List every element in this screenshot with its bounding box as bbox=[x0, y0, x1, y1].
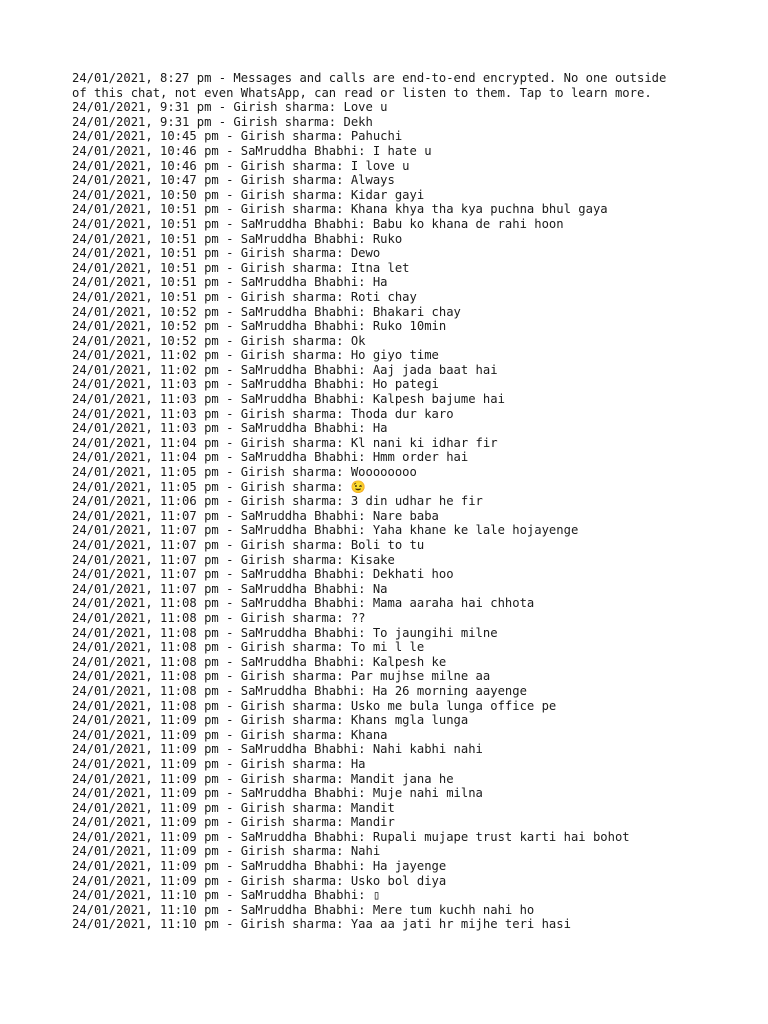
text-line: 24/01/2021, 11:09 pm - SaMruddha Bhabhi: Nahi kabhi nahi bbox=[72, 742, 483, 757]
text-line: 24/01/2021, 11:09 pm - Girish sharma: Mandit bbox=[72, 800, 395, 815]
text-line: 24/01/2021, 11:09 pm - Girish sharma: Khans mgla lunga bbox=[72, 713, 469, 728]
text-line: 24/01/2021, 11:09 pm - Girish sharma: Ha bbox=[72, 756, 366, 771]
text-line: 24/01/2021, 8:27 pm - Messages and calls are end-to-end encrypted. No one outside bbox=[72, 71, 667, 85]
text-line: 24/01/2021, 11:07 pm - SaMruddha Bhabhi: Yaha khane ke lale hojayenge bbox=[72, 523, 579, 538]
text-line: 24/01/2021, 11:08 pm - SaMruddha Bhabhi: Mama aaraha hai chhota bbox=[72, 596, 535, 611]
text-line: 24/01/2021, 10:45 pm - Girish sharma: Pahuchi bbox=[72, 129, 403, 144]
text-line: 24/01/2021, 11:07 pm - Girish sharma: Kisake bbox=[72, 552, 395, 567]
text-line: 24/01/2021, 11:08 pm - Girish sharma: To mi l le bbox=[72, 640, 425, 655]
text-line: 24/01/2021, 11:08 pm - SaMruddha Bhabhi: To jaungihi milne bbox=[72, 625, 498, 640]
text-line: 24/01/2021, 10:51 pm - Girish sharma: Dewo bbox=[72, 246, 381, 261]
text-line: 24/01/2021, 11:03 pm - SaMruddha Bhabhi: Ho pategi bbox=[72, 377, 439, 392]
text-line: 24/01/2021, 11:09 pm - Girish sharma: Usko bol diya bbox=[72, 873, 447, 888]
text-line: 24/01/2021, 11:08 pm - SaMruddha Bhabhi: Kalpesh ke bbox=[72, 654, 447, 669]
text-line: 24/01/2021, 11:03 pm - SaMruddha Bhabhi: Kalpesh bajume hai bbox=[72, 392, 505, 407]
text-line: 24/01/2021, 11:09 pm - Girish sharma: Mandit jana he bbox=[72, 771, 454, 786]
text-line: 24/01/2021, 10:50 pm - Girish sharma: Kidar gayi bbox=[72, 187, 425, 202]
text-line: 24/01/2021, 10:46 pm - SaMruddha Bhabhi: I hate u bbox=[72, 143, 432, 158]
text-line: 24/01/2021, 11:08 pm - Girish sharma: Usko me bula lunga office pe bbox=[72, 698, 557, 713]
text-line: 24/01/2021, 11:07 pm - SaMruddha Bhabhi: Na bbox=[72, 581, 388, 596]
text-line: 24/01/2021, 10:51 pm - Girish sharma: Roti chay bbox=[72, 289, 417, 304]
text-line: of this chat, not even WhatsApp, can read or listen to them. Tap to learn more. bbox=[72, 85, 652, 100]
text-line: 24/01/2021, 11:06 pm - Girish sharma: 3 din udhar he fir bbox=[72, 494, 483, 509]
text-line: 24/01/2021, 11:09 pm - Girish sharma: Mandir bbox=[72, 815, 395, 830]
text-line: 24/01/2021, 11:03 pm - SaMruddha Bhabhi: Ha bbox=[72, 421, 388, 436]
text-line: 24/01/2021, 11:02 pm - SaMruddha Bhabhi: Aaj jada baat hai bbox=[72, 362, 498, 377]
text-line: 24/01/2021, 10:46 pm - Girish sharma: I love u bbox=[72, 158, 410, 173]
text-line: 24/01/2021, 11:07 pm - SaMruddha Bhabhi: Dekhati hoo bbox=[72, 567, 454, 582]
text-line: 24/01/2021, 11:07 pm - Girish sharma: Boli to tu bbox=[72, 538, 425, 552]
text-line: 24/01/2021, 10:52 pm - SaMruddha Bhabhi: Bhakari chay bbox=[72, 304, 461, 319]
chat-transcript bbox=[72, 71, 732, 932]
text-line: 24/01/2021, 11:09 pm - SaMruddha Bhabhi: Muje nahi milna bbox=[72, 786, 483, 801]
text-line: 24/01/2021, 11:03 pm - Girish sharma: Thoda dur karo bbox=[72, 406, 454, 421]
text-line: 24/01/2021, 10:51 pm - SaMruddha Bhabhi: Babu ko khana de rahi hoon bbox=[72, 216, 564, 231]
text-line: 24/01/2021, 11:04 pm - Girish sharma: Kl nani ki idhar fir bbox=[72, 435, 498, 450]
text-line: 24/01/2021, 9:31 pm - Girish sharma: Dekh bbox=[72, 114, 373, 129]
text-line: 24/01/2021, 11:09 pm - SaMruddha Bhabhi: Ha jayenge bbox=[72, 859, 447, 874]
text-line: 24/01/2021, 10:52 pm - Girish sharma: Ok bbox=[72, 333, 366, 348]
text-line: 24/01/2021, 11:09 pm - Girish sharma: Nahi bbox=[72, 844, 381, 859]
text-line: 24/01/2021, 10:51 pm - Girish sharma: Itna let bbox=[72, 260, 410, 275]
text-line: 24/01/2021, 9:31 pm - Girish sharma: Love u bbox=[72, 100, 388, 115]
text-line: 24/01/2021, 11:05 pm - Girish sharma: Woooooooo bbox=[72, 465, 417, 480]
text-line: 24/01/2021, 11:10 pm - SaMruddha Bhabhi: ▯ bbox=[72, 888, 381, 903]
text-line: 24/01/2021, 10:52 pm - SaMruddha Bhabhi: Ruko 10min bbox=[72, 319, 447, 334]
text-line: 24/01/2021, 11:07 pm - SaMruddha Bhabhi: Nare baba bbox=[72, 508, 439, 523]
text-line: 24/01/2021, 10:51 pm - SaMruddha Bhabhi: Ruko bbox=[72, 231, 403, 246]
text-line: 24/01/2021, 10:51 pm - Girish sharma: Khana khya tha kya puchna bhul gaya bbox=[72, 202, 608, 217]
text-line: 24/01/2021, 11:05 pm - Girish sharma: 😉 bbox=[72, 479, 366, 494]
text-line: 24/01/2021, 11:08 pm - Girish sharma: ?? bbox=[72, 610, 366, 625]
text-line: 24/01/2021, 11:08 pm - SaMruddha Bhabhi: Ha 26 morning aayenge bbox=[72, 683, 527, 698]
text-line: 24/01/2021, 11:02 pm - Girish sharma: Ho giyo time bbox=[72, 348, 439, 363]
text-line: 24/01/2021, 11:09 pm - Girish sharma: Khana bbox=[72, 727, 388, 742]
text-line: 24/01/2021, 11:09 pm - SaMruddha Bhabhi: Rupali mujape trust karti hai bohot bbox=[72, 829, 630, 844]
text-line: 24/01/2021, 11:08 pm - Girish sharma: Par mujhse milne aa bbox=[72, 669, 491, 684]
text-line: 24/01/2021, 11:04 pm - SaMruddha Bhabhi: Hmm order hai bbox=[72, 450, 469, 465]
text-line: 24/01/2021, 11:10 pm - SaMruddha Bhabhi: Mere tum kuchh nahi ho bbox=[72, 902, 535, 917]
text-line: 24/01/2021, 10:51 pm - SaMruddha Bhabhi: Ha bbox=[72, 275, 388, 290]
text-line: 24/01/2021, 10:47 pm - Girish sharma: Always bbox=[72, 173, 395, 188]
text-line: 24/01/2021, 11:10 pm - Girish sharma: Yaa aa jati hr mijhe teri hasi bbox=[72, 917, 571, 932]
